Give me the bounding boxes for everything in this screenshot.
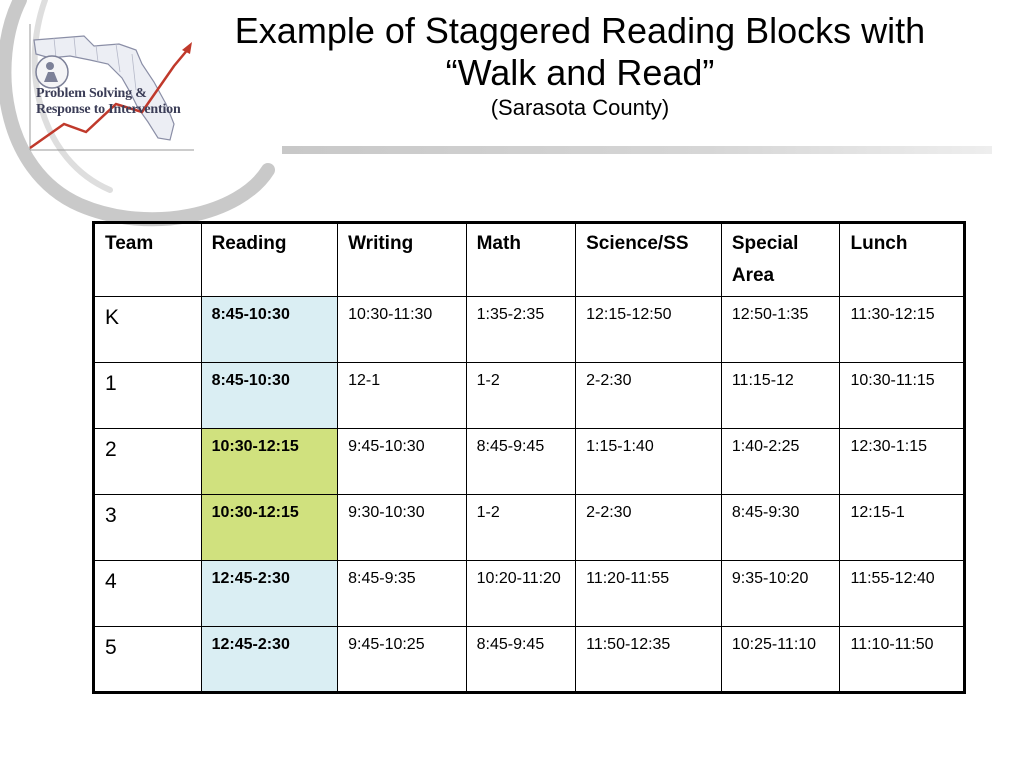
lunch-cell: 11:30-12:15 xyxy=(840,297,965,363)
writing-cell: 10:30-11:30 xyxy=(338,297,467,363)
table-row xyxy=(94,627,965,693)
table-row xyxy=(94,297,965,363)
logo-caption xyxy=(36,86,186,118)
slide-title xyxy=(180,10,980,122)
header-science: Science/SS xyxy=(576,223,722,297)
reading-cell: 12:45-2:30 xyxy=(201,561,338,627)
header-writing: Writing xyxy=(338,223,467,297)
reading-cell: 12:45-2:30 xyxy=(201,627,338,693)
reading-cell: 10:30-12:15 xyxy=(201,429,338,495)
science-cell: 1:15-1:40 xyxy=(576,429,722,495)
header-lunch: Lunch xyxy=(840,223,965,297)
title-line-1: Example of Staggered Reading Blocks with xyxy=(234,10,926,51)
math-cell: 10:20-11:20 xyxy=(466,561,576,627)
writing-cell: 9:45-10:30 xyxy=(338,429,467,495)
subtitle: (Sarasota County) xyxy=(490,95,670,120)
writing-cell: 9:30-10:30 xyxy=(338,495,467,561)
science-cell: 2-2:30 xyxy=(576,363,722,429)
math-cell: 1:35-2:35 xyxy=(466,297,576,363)
math-cell: 8:45-9:45 xyxy=(466,429,576,495)
team-cell: 1 xyxy=(94,363,202,429)
table-row xyxy=(94,363,965,429)
lunch-cell: 11:10-11:50 xyxy=(840,627,965,693)
logo-caption-line-1: Problem Solving & xyxy=(36,86,147,101)
math-cell: 8:45-9:45 xyxy=(466,627,576,693)
reading-cell: 8:45-10:30 xyxy=(201,363,338,429)
team-cell: 2 xyxy=(94,429,202,495)
special-area-cell: 10:25-11:10 xyxy=(721,627,840,693)
writing-cell: 9:45-10:25 xyxy=(338,627,467,693)
science-cell: 2-2:30 xyxy=(576,495,722,561)
special-area-cell: 9:35-10:20 xyxy=(721,561,840,627)
schedule-table xyxy=(92,221,966,694)
special-area-cell: 12:50-1:35 xyxy=(721,297,840,363)
header-math: Math xyxy=(466,223,576,297)
title-divider xyxy=(282,146,992,154)
writing-cell: 12-1 xyxy=(338,363,467,429)
header-special-line-1: Special xyxy=(731,233,799,254)
lunch-cell: 10:30-11:15 xyxy=(840,363,965,429)
writing-cell: 8:45-9:35 xyxy=(338,561,467,627)
header-team: Team xyxy=(94,223,202,297)
science-cell: 11:20-11:55 xyxy=(576,561,722,627)
team-cell: 5 xyxy=(94,627,202,693)
science-cell: 12:15-12:50 xyxy=(576,297,722,363)
logo-caption-line-2: Response to Intervention xyxy=(36,102,181,117)
special-area-cell: 1:40-2:25 xyxy=(721,429,840,495)
special-area-cell: 11:15-12 xyxy=(721,363,840,429)
reading-cell: 8:45-10:30 xyxy=(201,297,338,363)
math-cell: 1-2 xyxy=(466,495,576,561)
team-cell: 3 xyxy=(94,495,202,561)
header-special-area xyxy=(721,223,840,297)
lunch-cell: 11:55-12:40 xyxy=(840,561,965,627)
lunch-cell: 12:30-1:15 xyxy=(840,429,965,495)
table-row xyxy=(94,561,965,627)
table-row xyxy=(94,495,965,561)
header-reading: Reading xyxy=(201,223,338,297)
science-cell: 11:50-12:35 xyxy=(576,627,722,693)
team-cell: 4 xyxy=(94,561,202,627)
header-row xyxy=(94,223,965,297)
math-cell: 1-2 xyxy=(466,363,576,429)
special-area-cell: 8:45-9:30 xyxy=(721,495,840,561)
title-line-2: “Walk and Read” xyxy=(445,52,715,93)
team-cell: K xyxy=(94,297,202,363)
reading-cell: 10:30-12:15 xyxy=(201,495,338,561)
lunch-cell: 12:15-1 xyxy=(840,495,965,561)
table-row xyxy=(94,429,965,495)
header-special-line-2: Area xyxy=(731,265,775,286)
